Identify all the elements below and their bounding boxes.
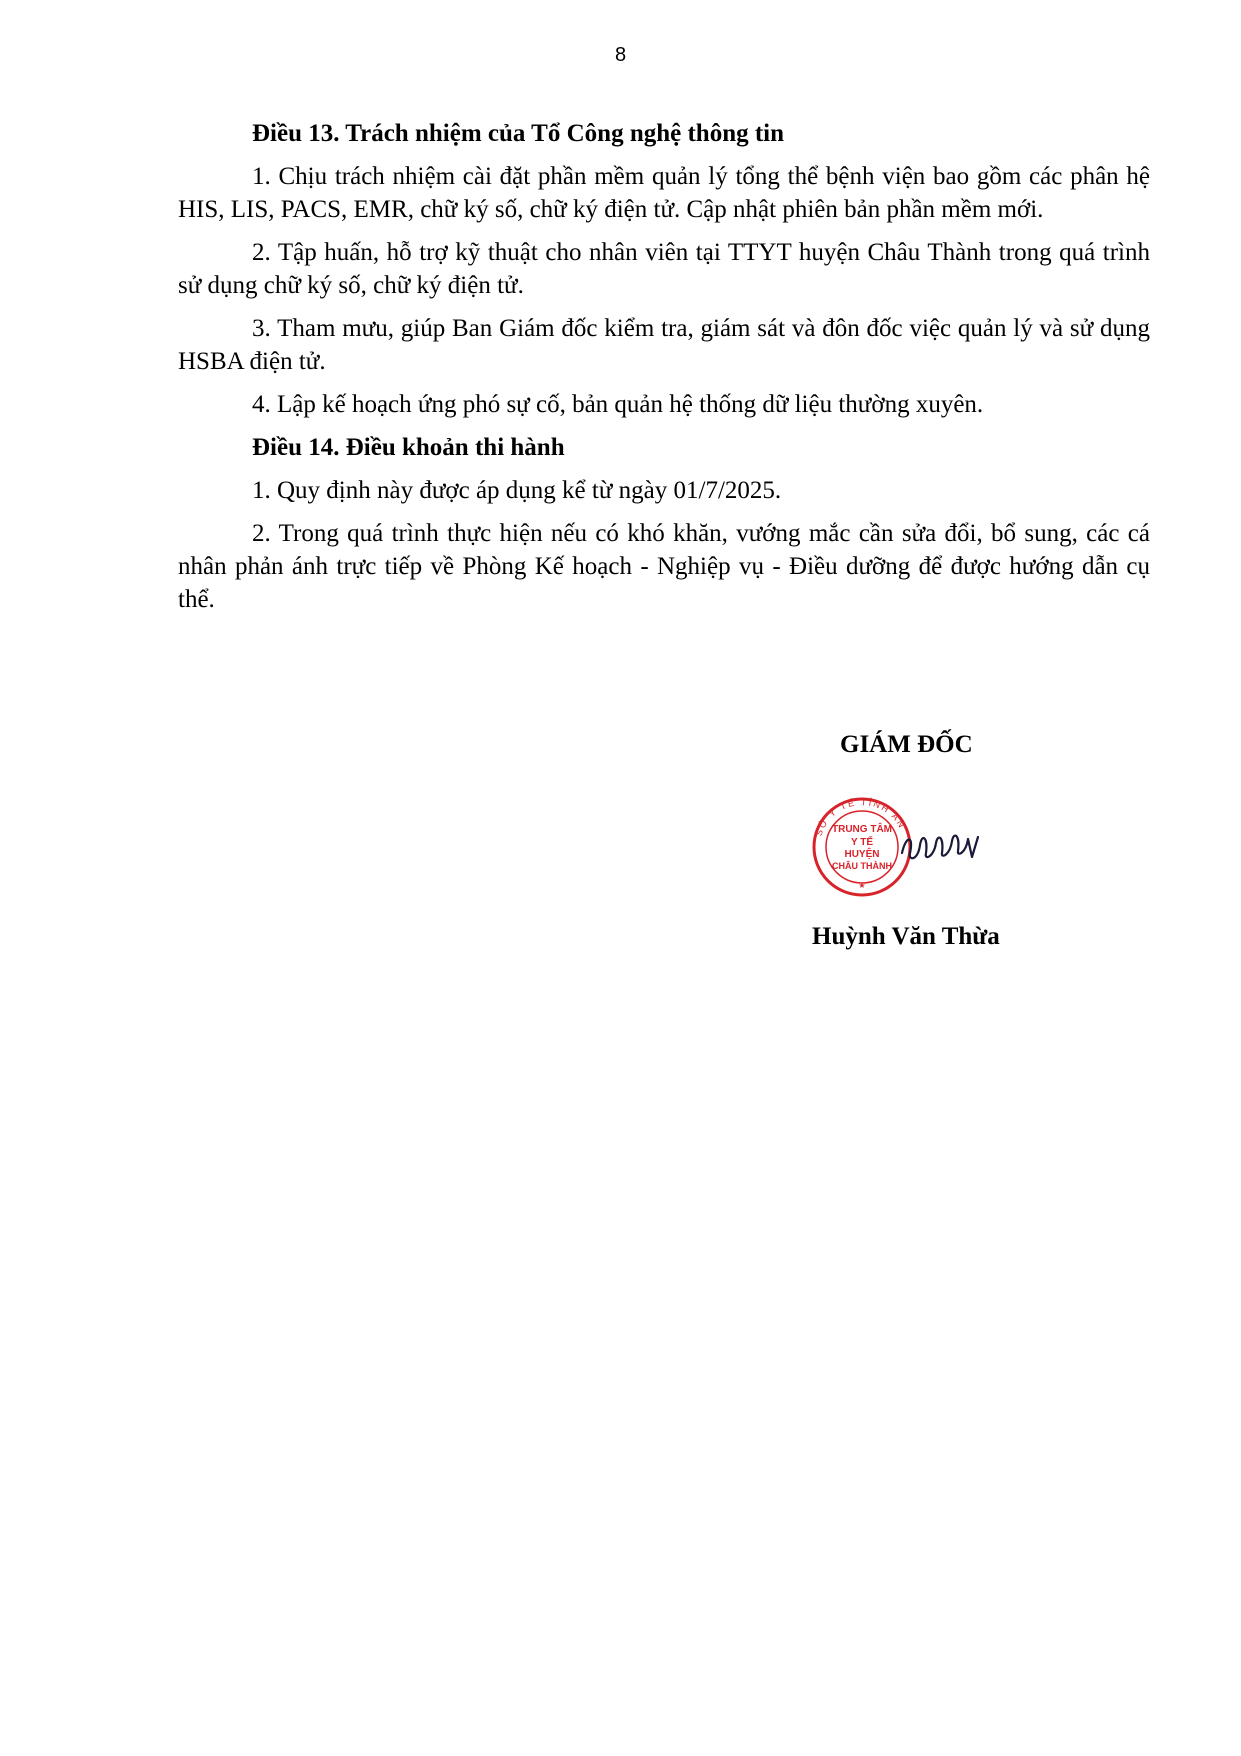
article-14-item-1: 1. Quy định này được áp dụng kể từ ngày 01/7/2025. bbox=[252, 477, 782, 504]
handwritten-signature-icon bbox=[902, 836, 978, 859]
signature-title: GIÁM ĐỐC bbox=[840, 731, 973, 758]
seal-ring-text: SỞ Y TẾ TỈNH AN bbox=[813, 796, 908, 838]
article-13-item-4: 4. Lập kế hoạch ứng phó sự cố, bản quản hệ thống dữ liệu thường xuyên. bbox=[252, 391, 984, 418]
article-14-heading: Điều 14. Điều khoản thi hành bbox=[252, 434, 565, 461]
seal-line-4: CHÂU THÀNH bbox=[832, 861, 892, 871]
document-body bbox=[178, 117, 1150, 626]
article-13-item-3: 3. Tham mưu, giúp Ban Giám đốc kiểm tra, giám sát và đôn đốc việc quản lý và sử dụng HSBA điện tử. bbox=[178, 315, 1150, 375]
seal-line-2: Y TẾ bbox=[850, 837, 874, 848]
page-number: 8 bbox=[614, 44, 627, 66]
seal-and-signature bbox=[810, 795, 1000, 900]
seal-line-1: TRUNG TÂM bbox=[832, 824, 892, 835]
signature-block bbox=[780, 728, 1080, 761]
seal-line-3: HUYỆN bbox=[844, 849, 880, 860]
article-14-item-2: 2. Trong quá trình thực hiện nếu có khó khăn, vướng mắc cần sửa đổi, bổ sung, các cá nhân phản ánh trực tiếp về Phòng Kế hoạch - Nghiệp vụ - Điều dưỡng để được hướng dẫn cụ thể. bbox=[178, 520, 1150, 613]
article-13-heading: Điều 13. Trách nhiệm của Tổ Công nghệ thông tin bbox=[252, 120, 785, 147]
svg-text:★: ★ bbox=[858, 881, 866, 890]
signatory-name: Huỳnh Văn Thừa bbox=[812, 923, 1000, 950]
article-13-item-2: 2. Tập huấn, hỗ trợ kỹ thuật cho nhân viên tại TTYT huyện Châu Thành trong quá trình sử dụng chữ ký số, chữ ký điện tử. bbox=[178, 239, 1150, 299]
official-seal-icon bbox=[810, 795, 1000, 900]
article-13-item-1: 1. Chịu trách nhiệm cài đặt phần mềm quản lý tổng thể bệnh viện bao gồm các phân hệ HIS, LIS, PACS, EMR, chữ ký số, chữ ký điện tử. Cập nhật phiên bản phần mềm mới. bbox=[178, 163, 1150, 223]
